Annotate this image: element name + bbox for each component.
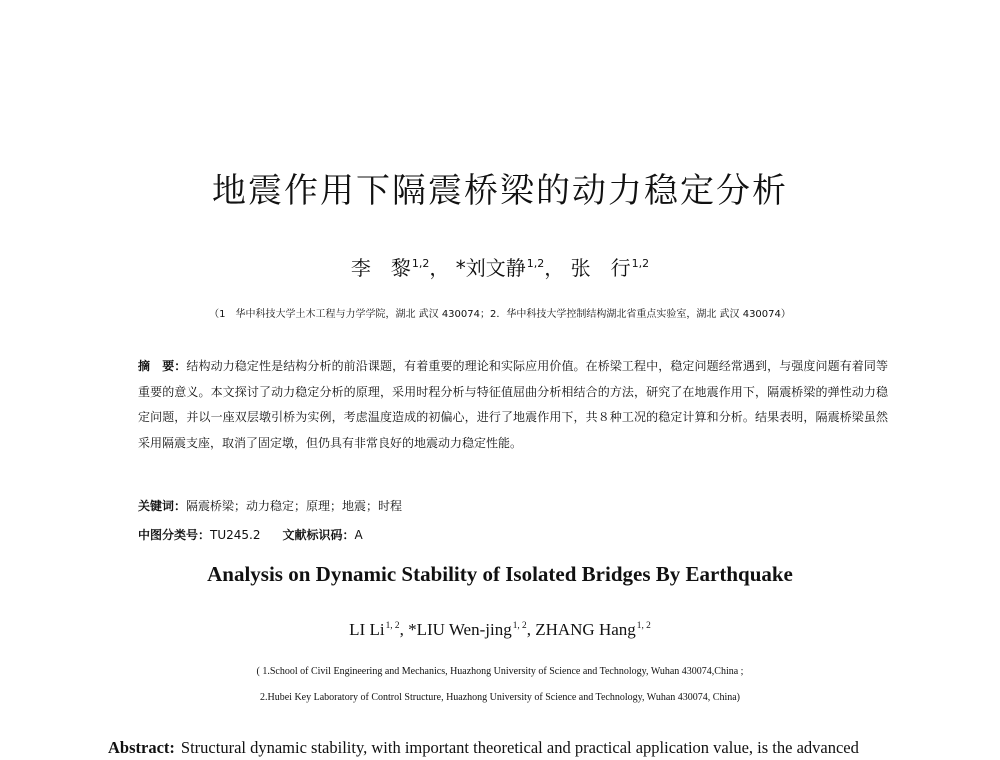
- cn-author-3: 张 行$^{1,2}$: [570, 256, 650, 280]
- keywords-label: 关键词：: [138, 499, 187, 513]
- keywords-text: 隔震桥梁；动力稳定；原理；地震；时程: [186, 499, 403, 513]
- english-affiliation-2: 2.Hubei Key Laboratory of Control Structure, Huazhong University of Science and Technology, Wuhan 430074, China): [260, 692, 740, 703]
- chinese-abstract-label: 摘 要：: [138, 359, 187, 373]
- english-affiliation-1: ( 1.School of Civil Engineering and Mechanics, Huazhong University of Science and Technology, Wuhan 430074,China ;: [256, 666, 744, 677]
- english-title: Analysis on Dynamic Stability of Isolated Bridges By Earthquake: [207, 562, 793, 586]
- clc-label: 中图分类号：: [138, 528, 211, 542]
- en-author-2: *LIU Wen-jing$^{1, 2}$,: [408, 620, 536, 639]
- en-author-3: ZHANG Hang$^{1, 2}$: [535, 620, 651, 639]
- chinese-abstract: [138, 354, 888, 456]
- doc-code-label: 文献标识码：: [282, 528, 355, 542]
- chinese-title: 地震作用下隔震桥梁的动力稳定分析: [212, 171, 788, 211]
- clc-value: TU245.2: [210, 528, 261, 542]
- english-abstract: [108, 738, 859, 758]
- english-abstract-label: Abstract:: [108, 738, 175, 757]
- doc-code-value: A: [354, 528, 363, 542]
- english-abstract-text: Structural dynamic stability, with important theoretical and practical application value, is the advanced: [180, 738, 859, 757]
- classification-line: [138, 526, 363, 543]
- english-authors: [0, 620, 1000, 640]
- en-author-1: LI Li$^{1, 2}$,: [349, 620, 409, 639]
- chinese-affiliation: （1 华中科技大学土木工程与力学学院，湖北 武汉 430074；2．华中科技大学控制结构湖北省重点实验室，湖北 武汉 430074）: [209, 309, 791, 320]
- chinese-abstract-text: 结构动力稳定性是结构分析的前沿课题，有着重要的理论和实际应用价值。在桥梁工程中，稳定问题经常遇到，与强度问题有着同等重要的意义。本文探讨了动力稳定分析的原理，采用时程分析与特征值屈曲分析相结合的方法，研究了在地震作用下，隔震桥梁的弹性动力稳定问题，并以一座双层墩引桥为实例，考虑温度造成的初偏心，进行了地震作用下，共８种工况的稳定计算和分析。结果表明，隔震桥梁虽然采用隔震支座，取消了固定墩，但仍具有非常良好的地震动力稳定性能。: [138, 359, 888, 450]
- cn-author-2: *刘文静$^{1,2}$，: [455, 256, 565, 280]
- cn-author-1: 李 黎$^{1,2}$，: [350, 256, 450, 280]
- chinese-authors: [0, 252, 1000, 281]
- chinese-keywords: [138, 497, 402, 514]
